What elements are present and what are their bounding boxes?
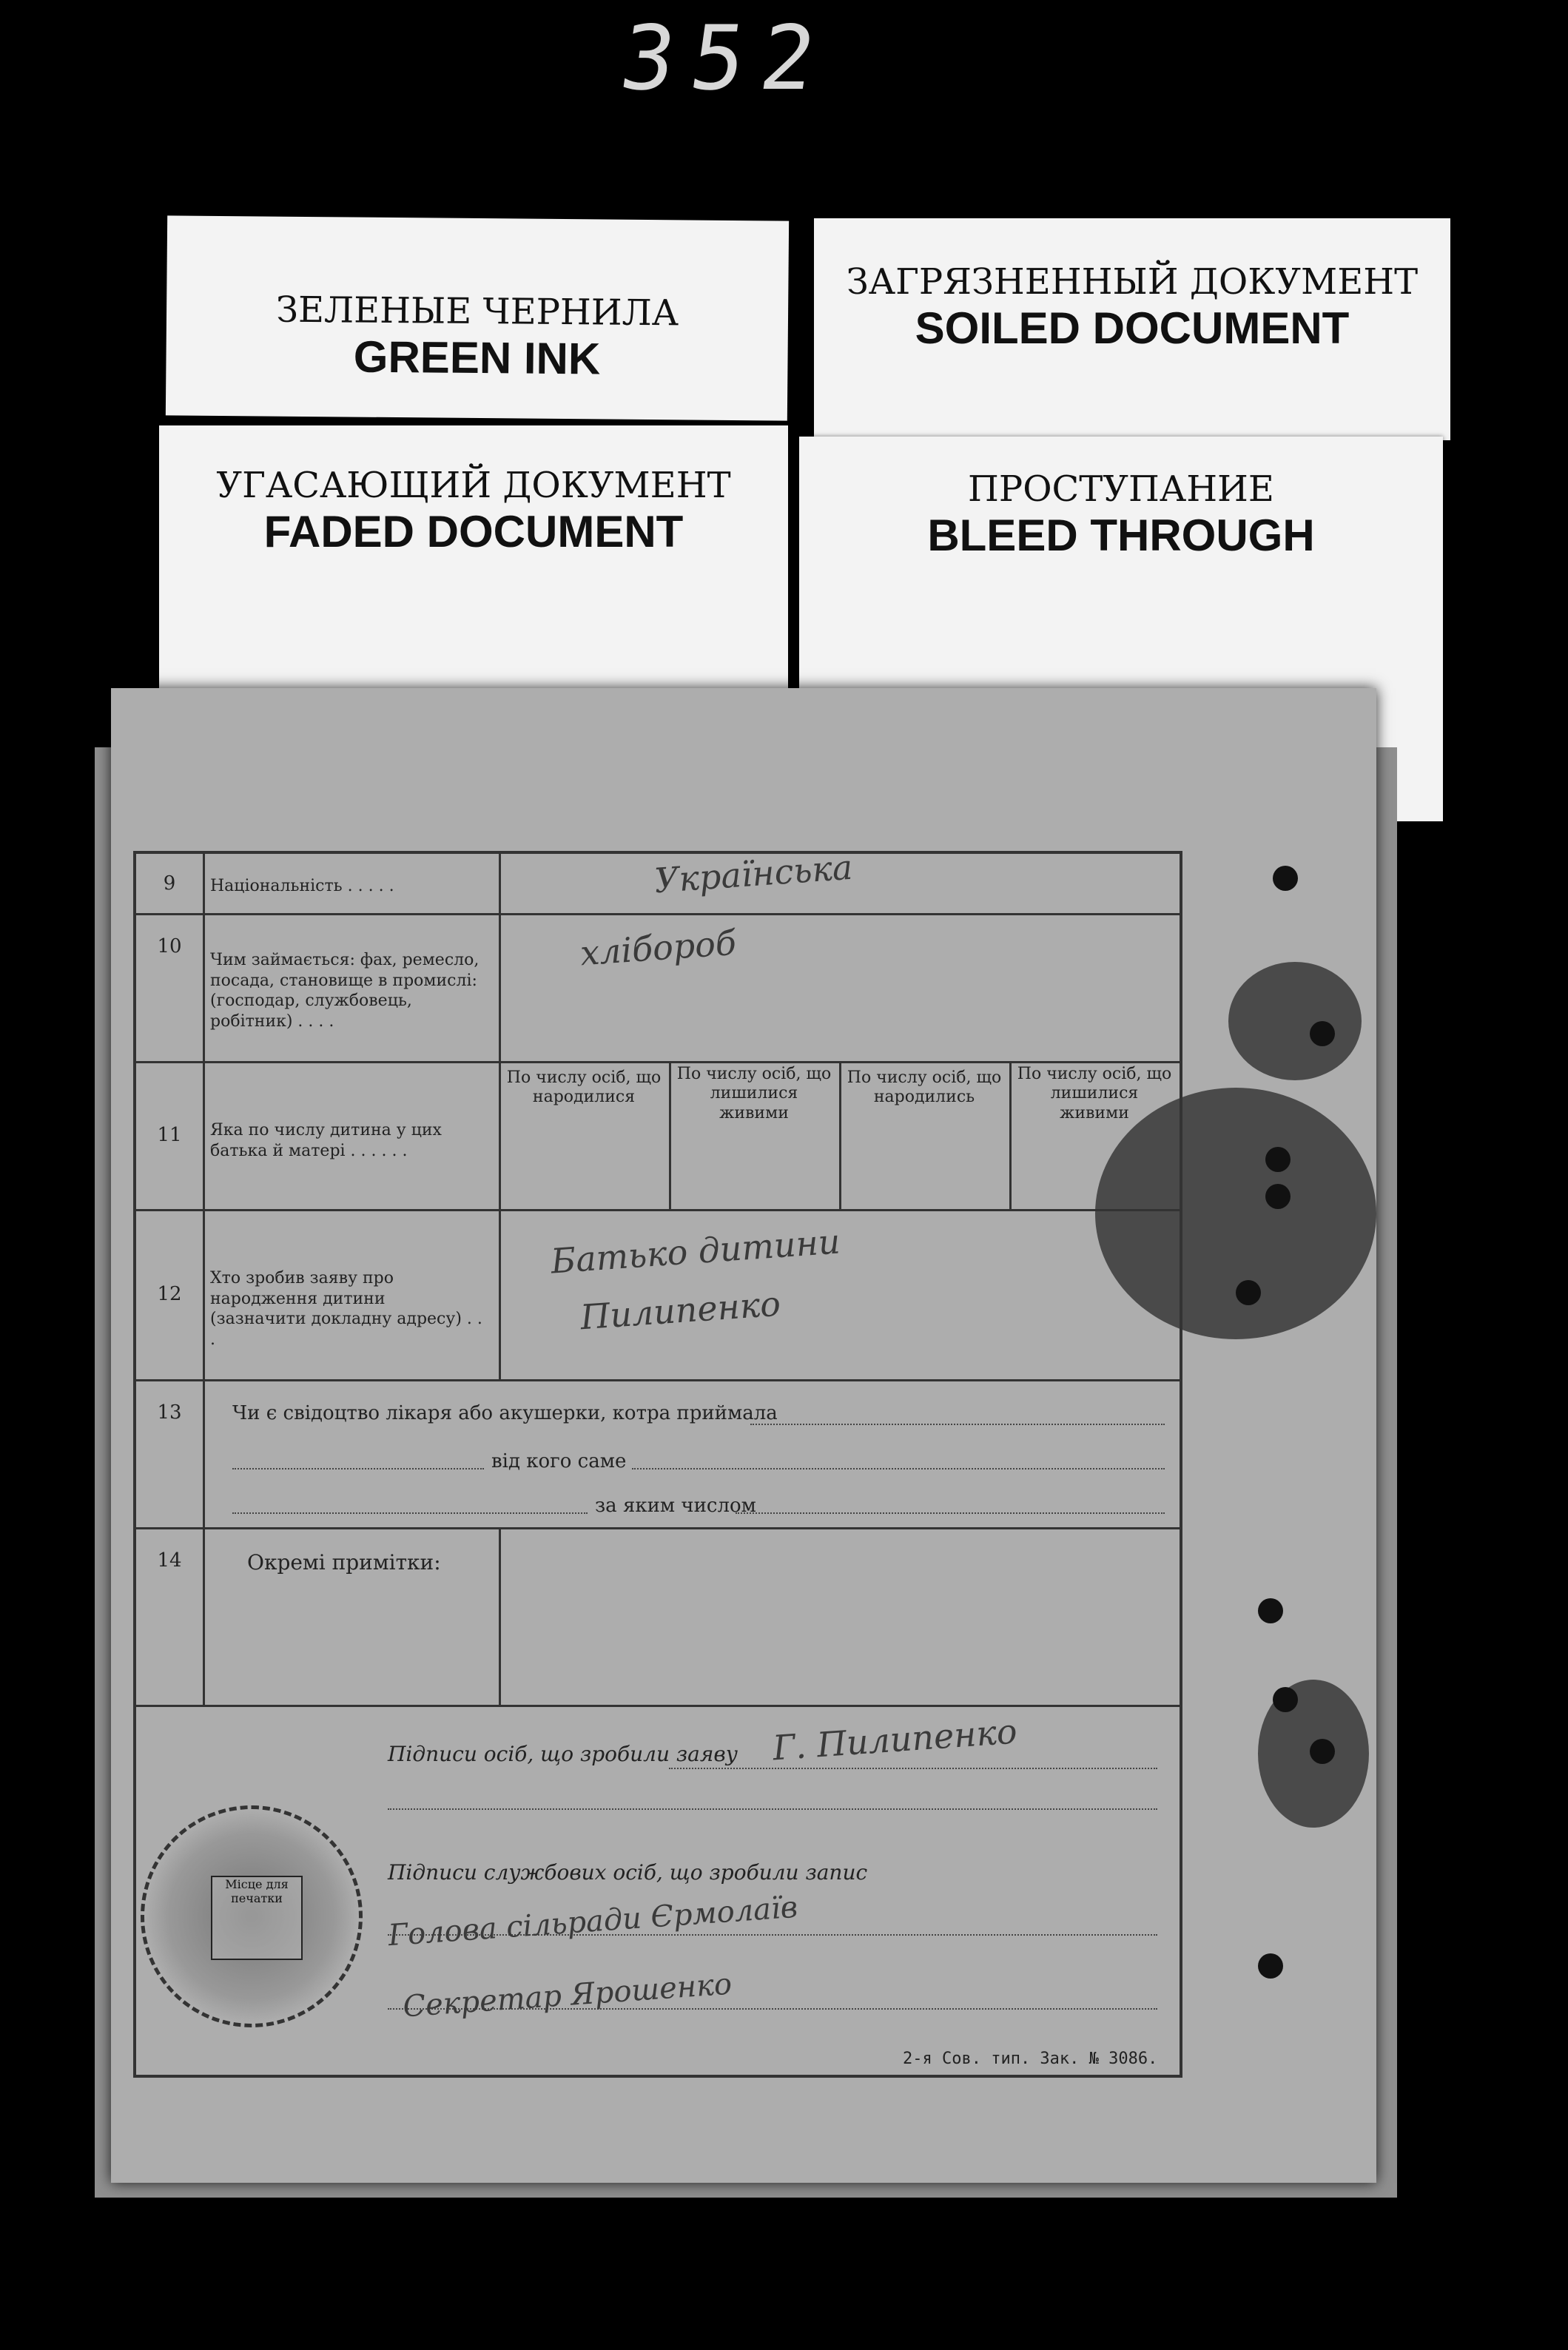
punch-hole: [1273, 1687, 1298, 1712]
form-row-9: [136, 846, 1180, 915]
row-number: 10: [136, 913, 205, 1061]
official-stamp: [141, 1805, 363, 2027]
green-ink-card: [166, 215, 789, 420]
handwriting: хлібороб: [579, 922, 738, 974]
green-ink-ru: ЗЕЛЕНЫЕ ЧЕРНИЛА: [275, 289, 679, 334]
column-divider: [1009, 1061, 1012, 1209]
row-number: 13: [136, 1379, 205, 1527]
dotted-line: [388, 1808, 1157, 1810]
row-label: Яка по числу дитина у цих батька й матері . . . . . .: [210, 1121, 442, 1160]
soiled-card: [814, 218, 1450, 440]
printer-imprint: 2-я Сов. тип. Зак. № 3086.: [903, 2050, 1158, 2068]
stamp-place-box: Місце для печатки: [211, 1876, 303, 1960]
form-row-13: [136, 1379, 1180, 1529]
dotted-line: [632, 1468, 1165, 1469]
column-divider: [839, 1061, 841, 1209]
column-divider: [499, 854, 501, 913]
official-signature-label: Підписи службових осіб, що зробили запис: [388, 1860, 868, 1885]
notes-label: Окремі примітки:: [247, 1550, 441, 1575]
punch-hole: [1265, 1184, 1291, 1209]
punch-hole: [1265, 1147, 1291, 1172]
dotted-line: [669, 1768, 1157, 1769]
doctor-certificate-label: Чи є свідоцтво лікаря або акушерки, котра приймала: [232, 1402, 778, 1424]
row-label: Чим займається: фах, ремесло, посада, становище в промислі: (господар, службовець, робітник) . . . .: [210, 951, 480, 1031]
green-ink-en: GREEN INK: [353, 331, 601, 384]
punch-hole: [1273, 866, 1298, 891]
punch-hole: [1310, 1021, 1335, 1046]
faded-card: [159, 425, 788, 699]
handwriting: Пилипенко: [579, 1283, 782, 1338]
row-number: 11: [136, 1061, 205, 1209]
handwriting: Українська: [653, 846, 854, 901]
handwriting: Секретар Ярошенко: [401, 1967, 733, 2024]
col-alive-2: По числу осіб, що лишилися живими: [1017, 1065, 1172, 1122]
row-number: 12: [136, 1209, 205, 1379]
punch-hole: [1258, 1953, 1283, 1979]
handwriting: Г. Пилипенко: [771, 1711, 1019, 1768]
row-label: Хто зробив заяву про народження дитини (зазначити докладну адресу) . . .: [210, 1269, 482, 1349]
bleed-ru: ПРОСТУПАНИЕ: [968, 468, 1274, 510]
declarant-signature-label: Підписи осіб, що зробили заяву: [388, 1742, 738, 1766]
form-row-10: [136, 913, 1180, 1063]
row-number: 9: [136, 854, 205, 913]
punch-hole: [1236, 1280, 1261, 1305]
dotted-line: [232, 1468, 484, 1469]
punch-hole: [1258, 1598, 1283, 1623]
column-divider: [499, 1527, 501, 1705]
handwriting: Голова сільради Єрмолаїв: [387, 1890, 799, 1953]
dotted-line: [750, 1424, 1165, 1425]
column-divider: [499, 1061, 501, 1209]
dotted-line: [736, 1512, 1165, 1514]
form-row-14: [136, 1527, 1180, 1707]
col-alive-1: По числу осіб, що лишилися живими: [676, 1065, 832, 1122]
row-label: Національність . . . . .: [210, 877, 394, 895]
column-divider: [499, 913, 501, 1061]
bleed-en: BLEED THROUGH: [927, 510, 1315, 560]
punch-hole: [1310, 1739, 1335, 1764]
faded-ru: УГАСАЮЩИЙ ДОКУМЕНТ: [216, 465, 731, 506]
stain: [1228, 962, 1362, 1080]
faded-en: FADED DOCUMENT: [263, 506, 684, 556]
soiled-ru: ЗАГРЯЗНЕННЫЙ ДОКУМЕНТ: [846, 261, 1419, 303]
form-row-11: [136, 1061, 1180, 1211]
column-divider: [669, 1061, 671, 1209]
date-label: за яким числом: [595, 1495, 756, 1517]
row-number: 14: [136, 1527, 205, 1705]
col-born-2: По числу осіб, що народились: [847, 1068, 1002, 1107]
form-row-12: [136, 1209, 1180, 1381]
handwriting: Батько дитини: [549, 1221, 842, 1282]
frame-number: 352: [614, 7, 838, 110]
column-divider: [499, 1209, 501, 1379]
from-whom-label: від кого саме: [491, 1450, 627, 1472]
soiled-en: SOILED DOCUMENT: [915, 303, 1350, 353]
col-born-1: По числу осіб, що народилися: [506, 1068, 662, 1107]
dotted-line: [232, 1512, 588, 1514]
